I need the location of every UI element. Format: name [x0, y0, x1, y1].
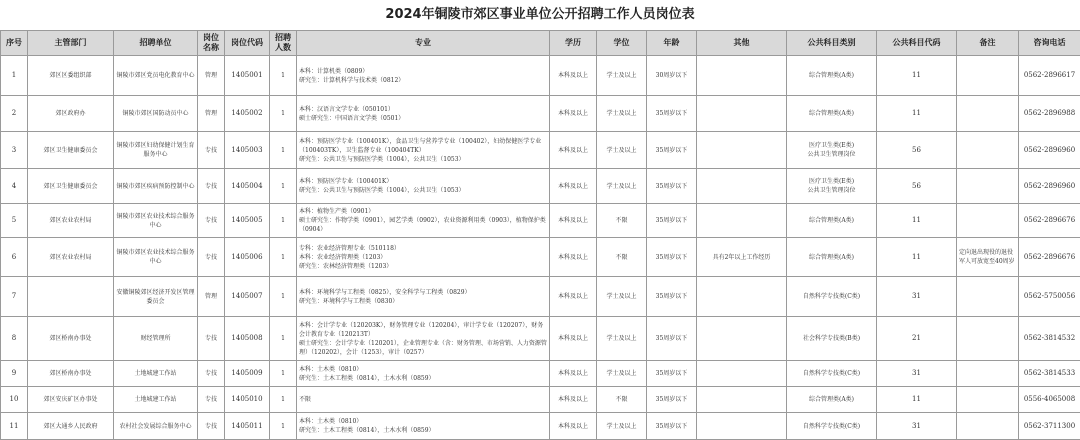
column-header: 主管部门	[28, 31, 114, 56]
table-row	[1, 238, 1080, 277]
column-header: 专业	[297, 31, 550, 56]
unit-cell: 土地城建工作站	[114, 361, 198, 387]
table-row	[1, 277, 1080, 317]
degree-cell: 不限	[597, 387, 647, 413]
phone-cell: 0562-2896676	[1019, 204, 1080, 238]
note-cell	[957, 204, 1019, 238]
column-header: 招聘人数	[270, 31, 297, 56]
note-cell	[957, 387, 1019, 413]
column-header: 序号	[1, 31, 28, 56]
note-cell	[957, 277, 1019, 317]
headcount-cell: 1	[270, 277, 297, 317]
unit-cell: 铜陵市郊区党员电化教育中心	[114, 56, 198, 96]
post-code-cell: 1405011	[225, 413, 270, 440]
major-cell: 本科：预防医学专业（100401K），食品卫生与营养学专业（100402），妇幼保健医学专业（100403TK），卫生监督专业（100404TK） 研究生：公共卫生与预防医学类（1004），公共卫生（1053）	[297, 132, 550, 169]
education-cell: 本科及以上	[550, 413, 597, 440]
subject-category-cell: 自然科学专技类(C类)	[787, 277, 877, 317]
post-code-cell: 1405009	[225, 361, 270, 387]
subject-category-cell: 社会科学专技类(B类)	[787, 317, 877, 361]
phone-cell: 0562-3711300	[1019, 413, 1080, 440]
headcount-cell: 1	[270, 169, 297, 204]
age-cell: 35周岁以下	[647, 361, 697, 387]
post-name-cell: 专技	[198, 204, 225, 238]
headcount-cell: 1	[270, 387, 297, 413]
post-code-cell: 1405003	[225, 132, 270, 169]
unit-cell: 财经管理所	[114, 317, 198, 361]
headcount-cell: 1	[270, 413, 297, 440]
table-row	[1, 361, 1080, 387]
degree-cell: 学士及以上	[597, 96, 647, 132]
education-cell: 本科及以上	[550, 56, 597, 96]
column-header: 备注	[957, 31, 1019, 56]
row-index: 5	[1, 204, 28, 238]
headcount-cell: 1	[270, 361, 297, 387]
degree-cell: 学士及以上	[597, 56, 647, 96]
headcount-cell: 1	[270, 238, 297, 277]
post-code-cell: 1405006	[225, 238, 270, 277]
column-header: 学位	[597, 31, 647, 56]
note-cell: 定向退出现役的退役军人可放宽至40周岁	[957, 238, 1019, 277]
unit-cell: 铜陵市郊区疾病预防控制中心	[114, 169, 198, 204]
subject-code-cell: 11	[877, 56, 957, 96]
subject-code-cell: 11	[877, 387, 957, 413]
department-cell: 郊区政府办	[28, 96, 114, 132]
degree-cell: 学士及以上	[597, 132, 647, 169]
post-code-cell: 1405010	[225, 387, 270, 413]
post-code-cell: 1405005	[225, 204, 270, 238]
table-row	[1, 387, 1080, 413]
row-index: 1	[1, 56, 28, 96]
education-cell: 本科及以上	[550, 361, 597, 387]
row-index: 8	[1, 317, 28, 361]
major-cell: 专科：农业经济管理专业（510118） 本科：农业经济管理类（1203） 研究生：农林经济管理类（1203）	[297, 238, 550, 277]
subject-code-cell: 21	[877, 317, 957, 361]
subject-category-cell: 综合管理类(A类)	[787, 56, 877, 96]
table-row	[1, 317, 1080, 361]
degree-cell: 学士及以上	[597, 317, 647, 361]
other-cell	[697, 361, 787, 387]
education-cell: 本科及以上	[550, 96, 597, 132]
education-cell: 本科及以上	[550, 204, 597, 238]
major-cell: 本科：土木类（0810） 研究生：土木工程类（0814），土木水利（0859）	[297, 361, 550, 387]
row-index: 10	[1, 387, 28, 413]
table-row	[1, 169, 1080, 204]
row-index: 4	[1, 169, 28, 204]
other-cell	[697, 96, 787, 132]
education-cell: 本科及以上	[550, 317, 597, 361]
major-cell: 本科：预防医学专业（100401K） 研究生：公共卫生与预防医学类（1004），公共卫生（1053）	[297, 169, 550, 204]
other-cell	[697, 277, 787, 317]
degree-cell: 不限	[597, 238, 647, 277]
other-cell	[697, 132, 787, 169]
other-cell	[697, 169, 787, 204]
unit-cell: 农村社会发展综合服务中心	[114, 413, 198, 440]
row-index: 6	[1, 238, 28, 277]
headcount-cell: 1	[270, 96, 297, 132]
phone-cell: 0562-2896617	[1019, 56, 1080, 96]
table-row	[1, 96, 1080, 132]
post-code-cell: 1405001	[225, 56, 270, 96]
department-cell: 郊区卫生健康委员会	[28, 169, 114, 204]
row-index: 9	[1, 361, 28, 387]
subject-category-cell: 综合管理类(A类)	[787, 96, 877, 132]
department-cell	[28, 277, 114, 317]
post-name-cell: 管理	[198, 56, 225, 96]
post-code-cell: 1405008	[225, 317, 270, 361]
subject-category-cell: 自然科学专技类(C类)	[787, 413, 877, 440]
unit-cell: 铜陵市郊区农业技术综合服务中心	[114, 204, 198, 238]
headcount-cell: 1	[270, 132, 297, 169]
phone-cell: 0562-2896988	[1019, 96, 1080, 132]
unit-cell: 铜陵市郊区农业技术综合服务中心	[114, 238, 198, 277]
row-index: 2	[1, 96, 28, 132]
subject-category-cell: 综合管理类(A类)	[787, 204, 877, 238]
table-row	[1, 132, 1080, 169]
post-name-cell: 管理	[198, 277, 225, 317]
column-header: 其他	[697, 31, 787, 56]
note-cell	[957, 56, 1019, 96]
job-table	[0, 30, 1080, 440]
column-header: 学历	[550, 31, 597, 56]
age-cell: 35周岁以下	[647, 277, 697, 317]
department-cell: 郊区区委组织部	[28, 56, 114, 96]
subject-code-cell: 11	[877, 238, 957, 277]
other-cell: 具有2年以上工作经历	[697, 238, 787, 277]
subject-code-cell: 31	[877, 361, 957, 387]
post-name-cell: 管理	[198, 96, 225, 132]
subject-code-cell: 31	[877, 413, 957, 440]
phone-cell: 0562-5750056	[1019, 277, 1080, 317]
phone-cell: 0562-3814532	[1019, 317, 1080, 361]
other-cell	[697, 413, 787, 440]
major-cell: 本科：汉语言文学专业（050101） 硕士研究生：中国语言文学类（0501）	[297, 96, 550, 132]
note-cell	[957, 413, 1019, 440]
major-cell: 不限	[297, 387, 550, 413]
age-cell: 30周岁以下	[647, 56, 697, 96]
column-header: 招聘单位	[114, 31, 198, 56]
post-name-cell: 专技	[198, 361, 225, 387]
note-cell	[957, 169, 1019, 204]
major-cell: 本科：植物生产类（0901） 硕士研究生：作物学类（0901），园艺学类（0902），农业资源利用类（0903），植物保护类（0904）	[297, 204, 550, 238]
major-cell: 本科：土木类（0810） 研究生：土木工程类（0814），土木水利（0859）	[297, 413, 550, 440]
post-name-cell: 专技	[198, 413, 225, 440]
note-cell	[957, 132, 1019, 169]
page-title: 2024年铜陵市郊区事业单位公开招聘工作人员岗位表	[0, 0, 1080, 30]
other-cell	[697, 56, 787, 96]
subject-category-cell: 自然科学专技类(C类)	[787, 361, 877, 387]
note-cell	[957, 96, 1019, 132]
post-code-cell: 1405007	[225, 277, 270, 317]
department-cell: 郊区安庆矿区办事处	[28, 387, 114, 413]
phone-cell: 0562-2896960	[1019, 132, 1080, 169]
note-cell	[957, 317, 1019, 361]
subject-category-cell: 医疗卫生类(E类) 公共卫生管理岗位	[787, 132, 877, 169]
department-cell: 郊区桥南办事处	[28, 361, 114, 387]
subject-code-cell: 11	[877, 96, 957, 132]
age-cell: 35周岁以下	[647, 132, 697, 169]
major-cell: 本科：会计学专业（120203K），财务管理专业（120204），审计学专业（120207），财务会计教育专业（120213T） 硕士研究生：会计学专业（120201），企业管理专业（含：财务管理、市场营销、人力资源管理）（120202），会计（1253），审计（0257）	[297, 317, 550, 361]
age-cell: 35周岁以下	[647, 204, 697, 238]
other-cell	[697, 317, 787, 361]
subject-code-cell: 11	[877, 204, 957, 238]
age-cell: 35周岁以下	[647, 317, 697, 361]
headcount-cell: 1	[270, 56, 297, 96]
subject-category-cell: 综合管理类(A类)	[787, 238, 877, 277]
subject-code-cell: 56	[877, 169, 957, 204]
post-code-cell: 1405004	[225, 169, 270, 204]
subject-code-cell: 56	[877, 132, 957, 169]
major-cell: 本科：环境科学与工程类（0825），安全科学与工程类（0829） 研究生：环境科学与工程类（0830）	[297, 277, 550, 317]
unit-cell: 铜陵市郊区国防动员中心	[114, 96, 198, 132]
subject-code-cell: 31	[877, 277, 957, 317]
phone-cell: 0562-3814533	[1019, 361, 1080, 387]
post-name-cell: 专技	[198, 169, 225, 204]
table-row	[1, 56, 1080, 96]
unit-cell: 土地城建工作站	[114, 387, 198, 413]
column-header: 公共科目代码	[877, 31, 957, 56]
education-cell: 本科及以上	[550, 277, 597, 317]
table-row	[1, 413, 1080, 440]
other-cell	[697, 204, 787, 238]
headcount-cell: 1	[270, 317, 297, 361]
age-cell: 35周岁以下	[647, 96, 697, 132]
post-name-cell: 专技	[198, 238, 225, 277]
row-index: 11	[1, 413, 28, 440]
age-cell: 35周岁以下	[647, 413, 697, 440]
education-cell: 本科及以上	[550, 238, 597, 277]
post-name-cell: 专技	[198, 387, 225, 413]
note-cell	[957, 361, 1019, 387]
column-header: 岗位名称	[198, 31, 225, 56]
phone-cell: 0556-4065008	[1019, 387, 1080, 413]
subject-category-cell: 综合管理类(A类)	[787, 387, 877, 413]
education-cell: 本科及以上	[550, 169, 597, 204]
row-index: 7	[1, 277, 28, 317]
department-cell: 郊区农业农村局	[28, 204, 114, 238]
phone-cell: 0562-2896676	[1019, 238, 1080, 277]
education-cell: 本科及以上	[550, 387, 597, 413]
phone-cell: 0562-2896960	[1019, 169, 1080, 204]
column-header: 年龄	[647, 31, 697, 56]
table-header-row	[1, 31, 1080, 56]
row-index: 3	[1, 132, 28, 169]
major-cell: 本科：计算机类（0809） 研究生：计算机科学与技术类（0812）	[297, 56, 550, 96]
degree-cell: 不限	[597, 204, 647, 238]
department-cell: 郊区大通乡人民政府	[28, 413, 114, 440]
post-name-cell: 专技	[198, 317, 225, 361]
age-cell: 35周岁以下	[647, 169, 697, 204]
post-name-cell: 专技	[198, 132, 225, 169]
age-cell: 35周岁以下	[647, 387, 697, 413]
department-cell: 郊区卫生健康委员会	[28, 132, 114, 169]
table-row	[1, 204, 1080, 238]
department-cell: 郊区桥南办事处	[28, 317, 114, 361]
unit-cell: 铜陵市郊区妇幼保健计划生育服务中心	[114, 132, 198, 169]
subject-category-cell: 医疗卫生类(E类) 公共卫生管理岗位	[787, 169, 877, 204]
other-cell	[697, 387, 787, 413]
degree-cell: 学士及以上	[597, 277, 647, 317]
column-header: 咨询电话	[1019, 31, 1080, 56]
degree-cell: 学士及以上	[597, 413, 647, 440]
degree-cell: 学士及以上	[597, 361, 647, 387]
education-cell: 本科及以上	[550, 132, 597, 169]
age-cell: 35周岁以下	[647, 238, 697, 277]
degree-cell: 学士及以上	[597, 169, 647, 204]
post-code-cell: 1405002	[225, 96, 270, 132]
headcount-cell: 1	[270, 204, 297, 238]
department-cell: 郊区农业农村局	[28, 238, 114, 277]
column-header: 岗位代码	[225, 31, 270, 56]
column-header: 公共科目类别	[787, 31, 877, 56]
unit-cell: 安徽铜陵郊区经济开发区管理委员会	[114, 277, 198, 317]
